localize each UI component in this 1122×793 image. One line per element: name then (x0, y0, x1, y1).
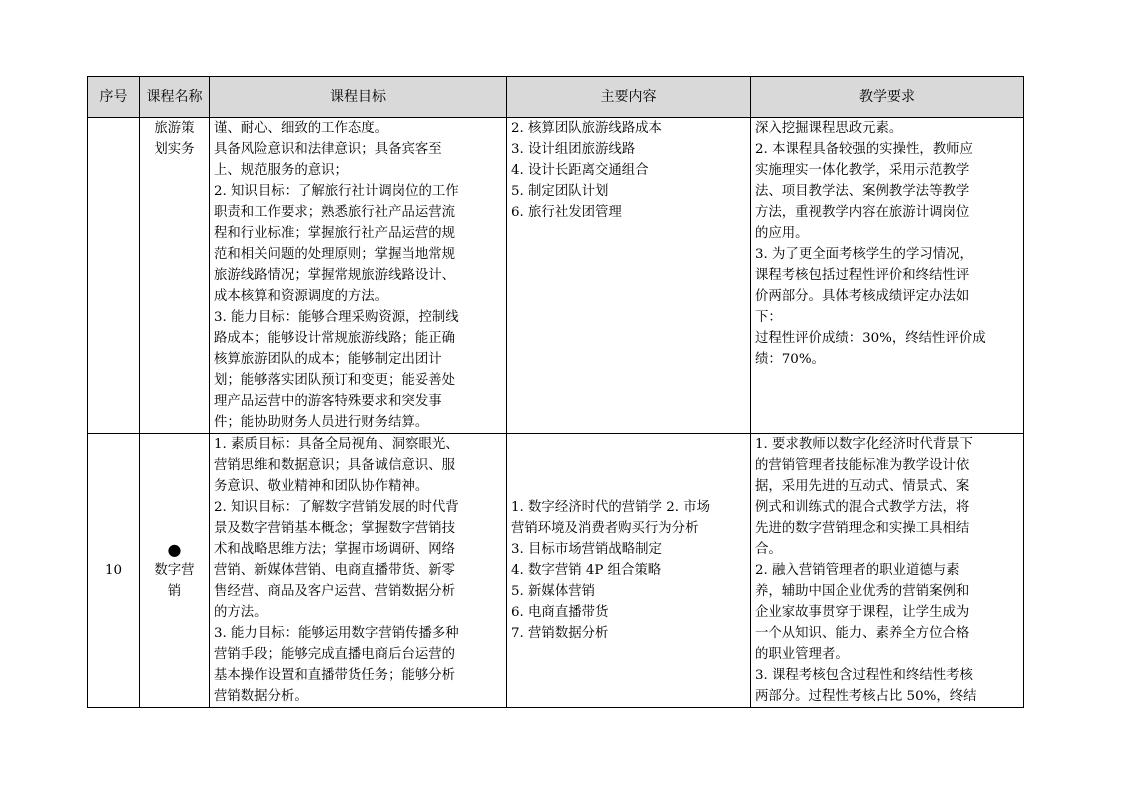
course-table (87, 76, 1024, 708)
teaching-requirement-cell (751, 434, 1024, 708)
requirement-line: 的职业管理者。 (755, 647, 849, 662)
goal-line: 核算旅游团队的成本；能够制定出团计 (214, 352, 442, 367)
content-line: 营销环境及消费者购买行为分析 (511, 521, 699, 536)
requirement-line: 先进的数字营销理念和实操工具相结 (755, 521, 970, 536)
requirement-line: 1. 要求教师以数字化经济时代背景下 (755, 437, 973, 452)
requirement-line: 3. 课程考核包含过程性和终结性考核 (755, 668, 973, 683)
requirement-line: 一个从知识、能力、素养全方位合格 (755, 626, 970, 641)
goal-line: 售经营、商品及客户运营、营销数据分析 (214, 584, 456, 599)
goal-line: 营销数据分析。 (214, 689, 308, 704)
requirement-line: 的营销管理者技能标准为教学设计依 (755, 458, 970, 473)
goal-line: 划；能够落实团队预订和变更；能妥善处 (214, 373, 456, 388)
requirement-line: 2. 本课程具备较强的实操性，教师应 (755, 142, 973, 157)
requirement-line: 价两部分。具体考核成绩评定办法如 (755, 289, 970, 304)
goal-line: 程和行业标准；掌握旅行社产品运营的规 (214, 226, 456, 241)
goal-line: 谨、耐心、细致的工作态度。 (214, 121, 389, 136)
requirement-line: 下： (755, 310, 782, 325)
goal-line: 具备风险意识和法律意识；具备宾客至 (214, 142, 442, 157)
main-content-cell (507, 434, 751, 708)
requirement-line: 3. 为了更全面考核学生的学习情况， (755, 247, 973, 262)
course-goal-cell (210, 434, 507, 708)
content-line: 5. 新媒体营销 (511, 584, 595, 599)
goal-line: 景及数字营销基本概念；掌握数字营销技 (214, 521, 456, 536)
core-course-marker: ● (167, 539, 182, 559)
content-line: 6. 旅行社发团管理 (511, 205, 622, 220)
requirement-line: 例式和训练式的混合式教学方法，将 (755, 500, 970, 515)
goal-line: 成本核算和资源调度的方法。 (214, 289, 389, 304)
row-index: 10 (88, 434, 140, 708)
goal-line: 的方法。 (214, 605, 268, 620)
requirement-line: 企业家故事贯穿于课程，让学生成为 (755, 605, 970, 620)
header-row (88, 77, 1024, 118)
header-teaching-requirement: 教学要求 (751, 77, 1024, 118)
goal-line: 3. 能力目标：能够合理采购资源，控制线 (214, 310, 459, 325)
goal-line: 路成本；能够设计常规旅游线路；能正确 (214, 331, 456, 346)
goal-line: 2. 知识目标：了解数字营销发展的时代背 (214, 500, 459, 515)
goal-line: 基本操作设置和直播带货任务；能够分析 (214, 668, 456, 683)
content-line: 4. 设计长距离交通组合 (511, 163, 649, 178)
course-name-line: 销 (167, 583, 182, 599)
requirement-line: 过程性评价成绩：30%，终结性评价成 (755, 331, 986, 346)
content-line: 1. 数字经济时代的营销学 2. 市场 (511, 500, 711, 515)
course-goal-cell (210, 118, 507, 434)
header-course-name: 课程名称 (140, 77, 210, 118)
content-line: 4. 数字营销 4P 组合策略 (511, 563, 662, 578)
goal-line: 营销、新媒体营销、电商直播带货、新零 (214, 563, 456, 578)
goal-line: 3. 能力目标：能够运用数字营销传播多种 (214, 626, 459, 641)
header-index: 序号 (88, 77, 140, 118)
goal-line: 范和相关问题的处理原则；掌握当地常规 (214, 247, 456, 262)
requirement-line: 两部分。过程性考核占比 50%，终结 (755, 689, 977, 704)
goal-line: 职责和工作要求；熟悉旅行社产品运营流 (214, 205, 456, 220)
content-line: 3. 设计组团旅游线路 (511, 142, 636, 157)
goal-line: 2. 知识目标：了解旅行社计调岗位的工作 (214, 184, 459, 199)
goal-line: 理产品运营中的游客特殊要求和突发事 (214, 394, 442, 409)
goal-line: 务意识、敬业精神和团队协作精神。 (214, 479, 429, 494)
table-row (88, 118, 1024, 434)
course-name-line: 旅游策 (154, 121, 195, 136)
content-line: 7. 营销数据分析 (511, 626, 609, 641)
requirement-line: 合。 (755, 542, 782, 557)
requirement-line: 的应用。 (755, 226, 809, 241)
goal-line: 件；能协助财务人员进行财务结算。 (214, 415, 429, 430)
content-line: 2. 核算团队旅游线路成本 (511, 121, 662, 136)
course-name-cell (140, 118, 210, 434)
header-main-content: 主要内容 (507, 77, 751, 118)
requirement-line: 课程考核包括过程性评价和终结性评 (755, 268, 970, 283)
goal-line: 1. 素质目标：具备全局视角、洞察眼光、 (214, 437, 459, 452)
requirement-line: 绩：70%。 (755, 352, 825, 367)
goal-line: 上、规范服务的意识； (214, 163, 348, 178)
content-line: 6. 电商直播带货 (511, 605, 609, 620)
requirement-line: 实施理实一体化教学，采用示范教学 (755, 163, 970, 178)
main-content-cell (507, 118, 751, 434)
content-line: 3. 目标市场营销战略制定 (511, 542, 662, 557)
table-row (88, 434, 1024, 708)
content-line: 5. 制定团队计划 (511, 184, 609, 199)
goal-line: 营销思维和数据意识；具备诚信意识、服 (214, 458, 456, 473)
requirement-line: 方法，重视教学内容在旅游计调岗位 (755, 205, 970, 220)
requirement-line: 据，采用先进的互动式、情景式、案 (755, 479, 970, 494)
course-name-line: 数字营 (154, 562, 195, 578)
course-name-line: 划实务 (154, 142, 195, 157)
course-name-cell (140, 434, 210, 708)
header-course-goal: 课程目标 (210, 77, 507, 118)
goal-line: 旅游线路情况；掌握常规旅游线路设计、 (214, 268, 456, 283)
requirement-line: 深入挖掘课程思政元素。 (755, 121, 903, 136)
row-index (88, 118, 140, 434)
goal-line: 术和战略思维方法；掌握市场调研、网络 (214, 542, 456, 557)
teaching-requirement-cell (751, 118, 1024, 434)
requirement-line: 养，辅助中国企业优秀的营销案例和 (755, 584, 970, 599)
requirement-line: 2. 融入营销管理者的职业道德与素 (755, 563, 960, 578)
requirement-line: 法、项目教学法、案例教学法等教学 (755, 184, 970, 199)
goal-line: 营销手段；能够完成直播电商后台运营的 (214, 647, 456, 662)
